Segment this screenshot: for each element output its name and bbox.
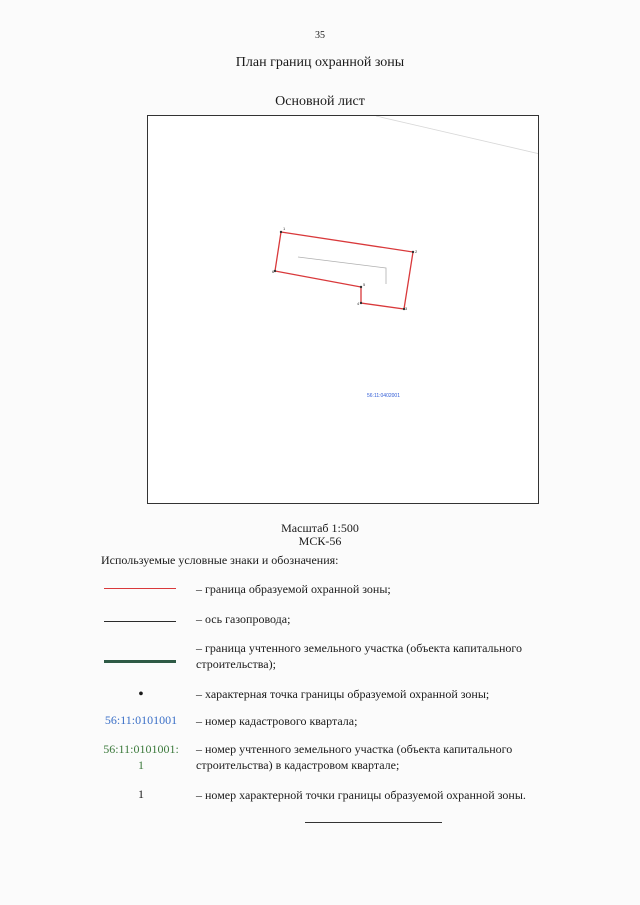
scale-block [0, 522, 640, 548]
land-plot-number-symbol: 56:11:0101001: 1 [103, 742, 179, 772]
sheet-title: Основной лист [275, 94, 365, 109]
point-label: 5 [363, 282, 366, 287]
neighbor-boundary-line [376, 116, 539, 154]
green-thick-line-symbol [104, 660, 176, 663]
point-label: 4 [357, 301, 360, 306]
map-drawing [148, 116, 539, 504]
zone-boundary [275, 232, 413, 309]
legend-text: – номер кадастрового квартала; [196, 714, 358, 728]
point-label: 1 [283, 226, 286, 231]
gas-pipeline-axis [298, 257, 386, 284]
point-number-symbol: 1 [138, 787, 144, 801]
point-label: 2 [415, 249, 418, 254]
scale-text: Масштаб 1:500 [281, 521, 359, 535]
point-marker [280, 231, 282, 233]
point-marker [360, 286, 362, 288]
red-line-symbol [104, 588, 176, 589]
point-label: 6 [272, 269, 275, 274]
map-frame [147, 115, 539, 504]
legend-text: – граница учтенного земельного участка (объекта капитального строительства); [196, 641, 523, 671]
legend-text: – номер учтенного земельного участка (объекта капитального строительства) в кадастровом квартале; [196, 742, 513, 772]
dark-line-symbol [104, 621, 176, 622]
bottom-rule [305, 822, 442, 823]
point-marker [412, 251, 414, 253]
coordinate-system: МСК-56 [298, 534, 342, 548]
legend-text: – граница образуемой охранной зоны; [196, 582, 391, 596]
point-marker [360, 302, 362, 304]
point-label: 3 [405, 306, 408, 311]
legend-title: Используемые условные знаки и обозначения: [101, 553, 339, 567]
legend-text: – ось газопровода; [196, 612, 291, 626]
document-title: План границ охранной зоны [235, 55, 405, 70]
legend-text: – характерная точка границы образуемой охранной зоны; [196, 687, 490, 701]
point-symbol: • [138, 687, 144, 702]
map-cadastral-quarter-label: 56:11:0402001 [367, 393, 400, 399]
legend-text: – номер характерной точки границы образуемой охранной зоны. [196, 788, 526, 802]
page-number: 35 [315, 30, 325, 41]
cadastral-quarter-symbol: 56:11:0101001 [104, 713, 178, 727]
